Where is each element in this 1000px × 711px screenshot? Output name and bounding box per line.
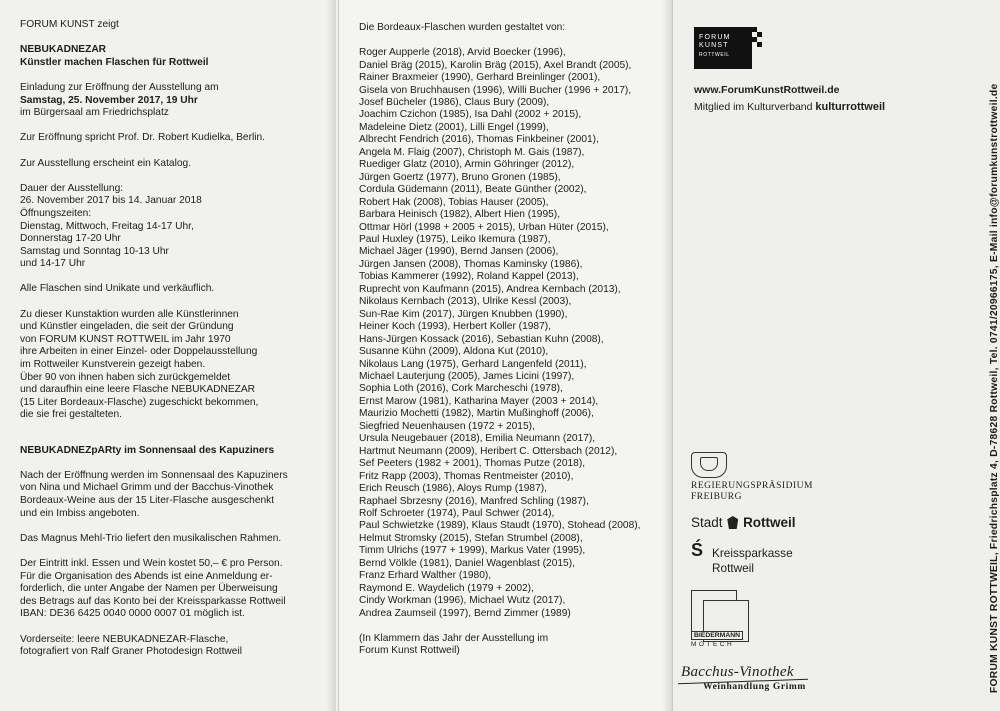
cover-credit: Vorderseite: leere NEBUKADNEZAR-Flasche, fotografiert von Ralf Graner Photodesign Rottweil bbox=[20, 633, 242, 658]
website-link[interactable]: www.ForumKunstRottweil.de bbox=[694, 84, 840, 96]
artist-line: Roger Aupperle (2018), Arvid Boecker (1996), bbox=[359, 47, 566, 59]
artist-line: Robert Hak (2008), Tobias Hauser (2005), bbox=[359, 196, 549, 208]
artist-line: Sun-Rae Kim (2017), Jürgen Knubben (1990), bbox=[359, 308, 568, 320]
artist-line: Franz Erhard Walther (1980), bbox=[359, 570, 492, 582]
artist-line: Ruprecht von Kaufmann (2015), Andrea Kernbach (2013), bbox=[359, 283, 621, 295]
logo-line-rottweil: ROTTWEIL bbox=[699, 52, 730, 58]
about-text: Zu dieser Kunstaktion wurden alle Künstlerinnen und Künstler eingeladen, die seit der Gründung von FORUM KUNST ROTTWEIL im Jahr 1970 ihre Arbeiten in einer Einzel- oder Doppelausstellung im Rottweiler Kunstverein gezeigt haben. Über 90 von ihnen haben sich zurückgemeldet und daraufhin eine leere Flasche NEBUKADNEZAR (15 Liter Bordeaux-Flasche) zugeschickt bekommen, die sie frei gestalteten. bbox=[20, 308, 259, 421]
membership-brand-kultur: kultur bbox=[815, 101, 846, 113]
artist-line: Jürgen Jansen (2008), Thomas Kaminsky (1986), bbox=[359, 258, 583, 270]
artist-line: Angela M. Flaig (2007), Christoph M. Gais (1987), bbox=[359, 146, 585, 158]
invite-line: Einladung zur Eröffnung der Ausstellung am bbox=[20, 81, 219, 93]
invite-date: Samstag, 25. November 2017, 19 Uhr bbox=[20, 94, 198, 106]
artists-heading: Die Bordeaux-Flaschen wurden gestaltet von: bbox=[359, 22, 566, 33]
artist-line: Nikolaus Lang (1975), Gerhard Langenfeld (2011), bbox=[359, 358, 587, 370]
stadt-label: Stadt bbox=[691, 515, 723, 530]
artist-line: Tobias Kammerer (1992), Roland Kappel (2013), bbox=[359, 271, 579, 283]
membership-note bbox=[694, 101, 885, 113]
artist-line: Daniel Bräg (2015), Karolin Bräg (2015), Axel Brandt (2005), bbox=[359, 59, 632, 71]
exhibition-subtitle: Künstler machen Flaschen für Rottweil bbox=[20, 56, 209, 68]
opening-speaker: Zur Eröffnung spricht Prof. Dr. Robert Kudielka, Berlin. bbox=[20, 132, 265, 144]
artist-line: Michael Jäger (1990), Bernd Jansen (2006), bbox=[359, 246, 559, 258]
artist-line: Josef Bücheler (1986), Claus Bury (2009), bbox=[359, 97, 550, 108]
middle-panel bbox=[338, 0, 672, 711]
invite-place: im Bürgersaal am Friedrichsplatz bbox=[20, 107, 169, 119]
artist-line: Ernst Marow (1981), Katharina Mayer (2003 + 2014), bbox=[359, 395, 599, 407]
stadt-name: Rottweil bbox=[743, 515, 796, 530]
sparkasse-icon: Ś bbox=[691, 540, 704, 560]
artist-line: Albrecht Fendrich (2016), Thomas Finkbeiner (2001), bbox=[359, 134, 599, 146]
artist-line: Paul Huxley (1975), Leiko Ikemura (1987), bbox=[359, 233, 551, 245]
eagle-crest-icon bbox=[727, 516, 738, 529]
artist-line: Fritz Rapp (2003), Thomas Rentmeister (2010), bbox=[359, 470, 574, 482]
artist-line: Cordula Güdemann (2011), Beate Günther (2002), bbox=[359, 184, 587, 196]
membership-brand-rottweil: rottweil bbox=[845, 101, 886, 113]
entry-text: Der Eintritt inkl. Essen und Wein kostet 50,– € pro Person. Für die Organisation des Abends ist eine Anmeldung er- forderlich, die unter Angabe der Namen per Überweisung des Betrags auf das Konto bei der Kreissparkasse Rottweil IBAN: DE36 6425 0040 0000 0007 01 möglich ist. bbox=[20, 557, 286, 620]
artist-line: Gisela von Bruchhausen (1996), Willi Bucher (1996 + 2017), bbox=[359, 84, 632, 96]
sponsor-biedermann bbox=[691, 590, 753, 650]
unique-note: Alle Flaschen sind Unikate und verkäuflich. bbox=[20, 283, 215, 295]
artist-line: Nikolaus Kernbach (2013), Ulrike Kessl (2003), bbox=[359, 296, 572, 308]
artist-line: Raymond E. Waydelich (1979 + 2002), bbox=[359, 582, 534, 594]
artist-line: Michael Lauterjung (2005), James Licini (1997), bbox=[359, 370, 575, 382]
artist-line: Paul Schwietzke (1989), Klaus Staudt (1970), Stohead (2008), bbox=[359, 520, 641, 532]
artist-line: Cindy Workman (1996), Michael Wutz (2017), bbox=[359, 595, 566, 607]
artist-line: Rolf Schroeter (1974), Paul Schwer (2014), bbox=[359, 507, 555, 519]
bacchus-script-logo: Bacchus-Vinothek bbox=[681, 664, 794, 680]
artist-line: Hartmut Neumann (2009), Heribert C. Ottersbach (2012), bbox=[359, 445, 618, 457]
artist-line: Barbara Heinisch (1982), Albert Hien (1995), bbox=[359, 209, 561, 221]
biedermann-name: BIEDERMANN bbox=[691, 631, 743, 640]
artist-line: Ursula Neugebauer (2018), Emilia Neumann (2017), bbox=[359, 433, 596, 445]
artist-line: Ottmar Hörl (1998 + 2005 + 2015), Urban Hüter (2015), bbox=[359, 221, 609, 233]
artist-line: Jürgen Goertz (1977), Bruno Gronen (1985), bbox=[359, 171, 561, 183]
artist-line: Andrea Zaumseil (1997), Bernd Zimmer (1989) bbox=[359, 607, 571, 619]
artist-line: Ruediger Glatz (2010), Armin Göhringer (2012), bbox=[359, 159, 575, 171]
artist-line: Joachim Czichon (1985), Isa Dahl (2002 + 2015), bbox=[359, 109, 582, 121]
contact-info-vertical: FORUM KUNST ROTTWEIL, Friedrichsplatz 4, D-78628 Rottweil, Tel. 0741/20966175, E-Mail info@forumkunstrottweil.de bbox=[989, 83, 1000, 693]
exhibition-title: NEBUKADNEZAR bbox=[20, 44, 107, 56]
sponsor-rp-name: REGIERUNGSPRÄSIDIUM FREIBURG bbox=[691, 481, 813, 502]
party-text: Nach der Eröffnung werden im Sonnensaal des Kapuziners von Nina und Michael Grimm und der Bacchus-Vinothek Bordeaux-Weine aus der 15 Liter-Flasche ausgeschenkt und ein Imbiss angeboten. bbox=[20, 469, 288, 519]
artist-line: Sef Peeters (1982 + 2001), Thomas Putze (2018), bbox=[359, 458, 586, 470]
sponsor-bacchus bbox=[673, 664, 823, 692]
presenter: FORUM KUNST zeigt bbox=[20, 19, 119, 30]
artist-line: Rainer Braxmeier (1990), Gerhard Breinlinger (2001), bbox=[359, 72, 601, 84]
artist-list bbox=[359, 47, 664, 620]
artist-line: Bernd Völkle (1981), Daniel Wagenblast (2015), bbox=[359, 557, 575, 569]
left-panel bbox=[0, 0, 338, 711]
artist-line: Timm Ulrichs (1977 + 1999), Markus Vater (1995), bbox=[359, 545, 586, 557]
artist-line: Heiner Koch (1993), Herbert Koller (1987), bbox=[359, 321, 551, 333]
artist-line: Maurizio Mochetti (1982), Martin Mußinghoff (2006), bbox=[359, 408, 594, 420]
artist-line: Madeleine Dietz (2001), Lilli Engel (1999), bbox=[359, 121, 549, 133]
forum-kunst-logo bbox=[694, 27, 752, 69]
sponsor-stadt-rottweil bbox=[691, 515, 796, 530]
artist-line: Sophia Loth (2016), Cork Marcheschi (1978), bbox=[359, 383, 563, 395]
footnote: (In Klammern das Jahr der Ausstellung im Forum Kunst Rottweil) bbox=[359, 632, 549, 657]
catalog-note: Zur Ausstellung erscheint ein Katalog. bbox=[20, 157, 192, 169]
artist-line: Hans-Jürgen Kossack (2016), Sebastian Kuhn (2008), bbox=[359, 333, 604, 345]
bacchus-subtitle: Weinhandlung Grimm bbox=[703, 682, 806, 692]
right-panel bbox=[672, 0, 1000, 711]
artist-line: Erich Reusch (1986), Aloys Rump (1987), bbox=[359, 483, 547, 495]
music-note: Das Magnus Mehl-Trio liefert den musikalischen Rahmen. bbox=[20, 532, 282, 544]
state-crest-icon bbox=[691, 452, 727, 478]
party-heading: NEBUKADNEZpARty im Sonnensaal des Kapuziners bbox=[20, 444, 275, 456]
logo-checker-icon bbox=[752, 27, 762, 47]
opening-hours: Dauer der Ausstellung: 26. November 2017 bis 14. Januar 2018 Öffnungszeiten: Dienstag, Mittwoch, Freitag 14-17 Uhr, Donnerstag 17-20 Uhr Samstag und Sonntag 10-13 Uhr und 14-17 Uhr bbox=[20, 182, 202, 270]
biedermann-subtitle: MOTECH bbox=[691, 641, 735, 648]
artist-line: Susanne Kühn (2009), Aldona Kut (2010), bbox=[359, 346, 549, 358]
artist-line: Helmut Stromsky (2015), Stefan Strumbel (2008), bbox=[359, 532, 583, 544]
kreissparkasse-name: Kreissparkasse Rottweil bbox=[712, 546, 793, 575]
logo-line-forum: FORUM bbox=[699, 34, 731, 41]
membership-prefix: Mitglied im Kulturverband bbox=[694, 101, 816, 113]
artist-line: Siegfried Neuenhausen (1972 + 2015), bbox=[359, 420, 535, 432]
logo-line-kunst: KUNST bbox=[699, 42, 729, 49]
artist-line: Raphael Sbrzesny (2016), Manfred Schling (1987), bbox=[359, 495, 589, 507]
sponsor-regierungspraesidium bbox=[691, 452, 813, 503]
